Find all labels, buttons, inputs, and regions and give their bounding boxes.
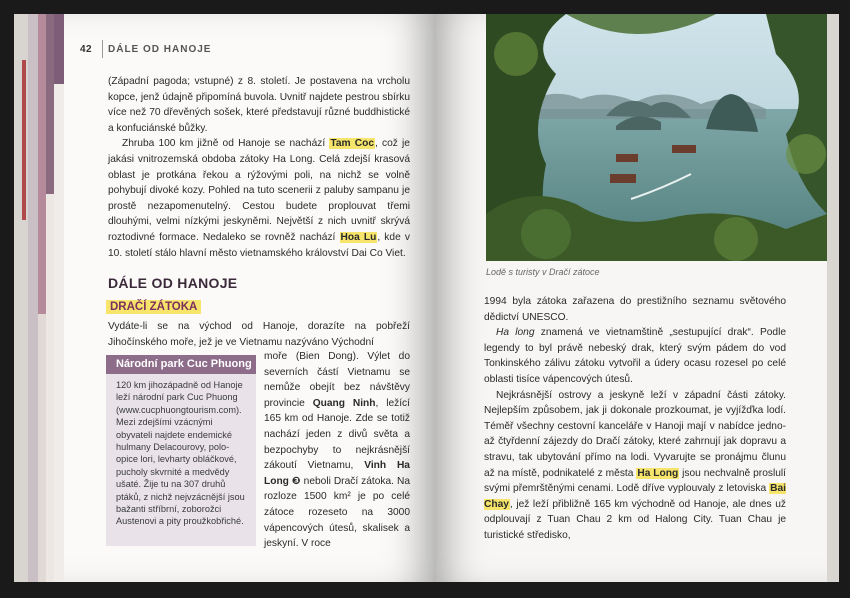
place-vinh-ha-long: Vinh Ha Long [264,460,410,487]
page-edges [38,314,46,582]
section-heading: DÁLE OD HANOJE [108,275,238,291]
place-hoa-lu: Hoa Lu [340,231,377,243]
tab-divider [54,14,64,84]
tab-divider [46,14,54,194]
body-text-top [108,74,410,261]
place-quang-ninh: Quang Ninh [312,397,376,409]
side-text-a: moře (Bien Dong). Výlet do severních částí Vietnamu se nemůže obejít bez návštěvy provincie [264,351,410,409]
page-edges [54,84,64,582]
body-text-right [484,294,786,544]
page-edges [28,14,38,582]
side-text-c: neboli Dračí zátoka. Na rozloze 1500 km² je po celé zátoce rozeseto na 3000 vápencových útesů, skalisek a jeskyní. V roce [264,475,410,550]
tab-divider [38,14,46,314]
bookmark-tab [22,60,26,220]
place-tam-coc: Tam Coc [330,138,374,150]
intro-text [108,319,410,350]
info-box [106,355,256,546]
place-bai-chay: Bai Chay [484,483,786,510]
term-ha-long: Ha long [496,327,535,339]
right-paragraph-3-b: jsou nechvalně proslulí svými přemrštěnými cenami. Lodě dříve vyplouvaly z letoviska [484,467,786,495]
paragraph-2-middle: , což je jakási vnitrozemská obdoba zátoky Ha Long. Celá zdejší krasová oblast je protkána řekou a rýžovými poli, na nichž se volně pohybují divoké kozy. Pohled na tuto scenerii z paluby sampanu je prostě nezapomenutelný. Cestou budete proplouvat třemi dlouhými, velmi nízkými jeskyněmi. Největší z nich uvnitř skrývá roztodivné formace. Nedaleko se rovněž nachází [108,138,410,243]
intro-sentence: Vydáte-li se na východ od Hanoje, dorazíte na pobřeží Jihočínského moře, jež je ve Vietnamu nazýváno Východní [108,321,410,348]
paragraph-2-start: Zhruba 100 km jižně od Hanoje se nachází [122,138,326,150]
page-number: 42 [80,44,93,55]
info-box-title: Národní park Cuc Phuong [106,355,256,374]
place-ha-long: Ha Long [637,467,679,479]
running-head: DÁLE OD HANOJE [108,44,212,55]
right-paragraph-2: znamená ve vietnamštině „sestupující drak“. Podle legendy to byl právě nebeský drak, který svým pádem do vod Tonkinského zálivu zátoku vytvořil a údery ocasu rozesel po celé oblasti tisíce vápencových útesů. [484,327,787,385]
right-paragraph-1: 1994 byla zátoka zařazena do prestižního seznamu světového dědictví UNESCO. [484,296,786,323]
photo-caption: Lodě s turisty v Dračí zátoce [486,267,600,277]
info-box-text: 120 km jihozápadně od Hanoje leží národní park Cuc Phuong (www.cucphuongtourism.com). Mezi zdejšími vzácnými obyvateli najdete endemické hulmany Delacourovy, polo-opice lori, levharty obláčkové, pucholy skvrnité a medvědy ušaté. Žije tu na 307 druhů ptáků, z nichž nejvzácnější jsou bažanti stříbrní, zoborožci Austenovi a pity proužkobřiché. [116,380,245,527]
subsection-heading: DRAČÍ ZÁTOKA [106,300,201,314]
page-edges [46,194,54,582]
side-column-text [264,349,410,552]
paragraph-2-end: , kde v 10. století stálo hlavní město vietnamského království Dai Co Viet. [108,231,410,259]
right-paragraph-3-a: Nejkrásnější ostrovy a jeskyně leží v západní části zátoky. Nejlepším způsobem, jak ji dokonale prozkoumat, je vyjížďka lodí. Téměř všechny cestovní kanceláře v Hanoji mají v nabídce jedno- až čtyřdenní zájezdy do Dračí zátoky, které zahrnují jak dopravu a stravu, tak ubytování přímo na lodi. Vyvarujte se pronájmu člunu až na místě, podnikatelé z města [484,389,786,479]
map-marker-3-icon: ❸ [291,475,301,487]
ha-long-bay-photo [486,14,827,261]
header-divider [102,40,103,58]
paragraph-1: (Západní pagoda; vstupné) z 8. století. Je postavena na vrcholu kopce, jenž údajně připomíná buvola. Uvnitř najdete pestrou sbírku více než 70 dřevěných sošek, které představují různé buddhistické a konfuciánské bůžky. [108,76,410,134]
page-edges-right [827,14,839,582]
side-text-b: , ležící 165 km od Hanoje. Zde se totiž nachází jeden z divů světa a bezpochyby to nejkrásnější zákoutí Vietnamu, [264,397,410,472]
right-paragraph-3-c: , jež leží přibližně 165 km východně od Hanoje, ale dnes už odplouvají z Tuan Chau 2 km od Halong City. Tuan Chau je turistické středisko, [484,498,786,541]
